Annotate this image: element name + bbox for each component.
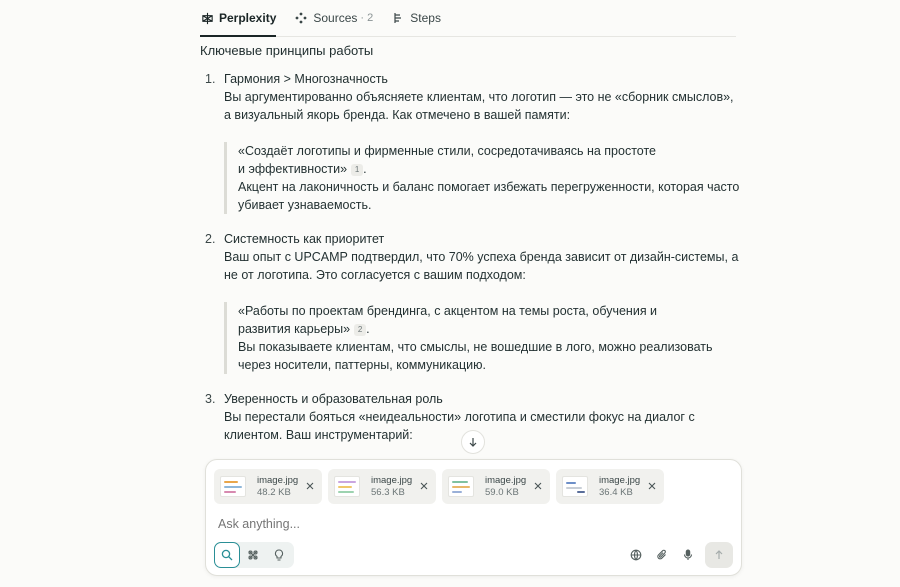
quote-line-end: и эффективности» 1 . xyxy=(238,162,367,176)
attachment-chip[interactable] xyxy=(214,469,322,504)
research-mode-button[interactable] xyxy=(240,542,266,568)
list-item xyxy=(200,70,740,214)
submit-button[interactable] xyxy=(705,542,733,568)
item-body: Вы перестали бояться «неидеальности» логотипа и сместили фокус на диалог с клиентом. Ваш инструментарий: xyxy=(224,410,695,442)
attachment-size: 48.2 KB xyxy=(257,486,291,498)
mode-selector xyxy=(214,542,294,568)
search-mode-button[interactable] xyxy=(214,542,240,568)
scroll-down-button[interactable] xyxy=(461,430,485,454)
quote-note: Акцент на лаконичность и баланс помогает избежать перегруженности, которая часто убивает узнаваемость. xyxy=(238,180,740,212)
attach-button[interactable] xyxy=(649,542,675,568)
remove-attachment-icon[interactable] xyxy=(303,479,317,493)
sources-icon xyxy=(294,11,308,25)
blockquote xyxy=(224,302,740,374)
ask-input[interactable] xyxy=(218,517,718,531)
image-thumbnail xyxy=(220,476,246,497)
item-body: Вы аргументированно объясняете клиентам, что логотип — это не «сборник смыслов», а визуальный якорь бренда. Как отмечено в вашей памяти: xyxy=(224,90,734,122)
quote-line-end: развития карьеры» 2 . xyxy=(238,322,370,336)
composer xyxy=(205,459,742,576)
sources-count: · 2 xyxy=(360,12,373,24)
globe-icon xyxy=(630,549,642,561)
composer-tools xyxy=(623,542,733,568)
section-heading: Ключевые принципы работы xyxy=(200,43,374,58)
tab-steps[interactable] xyxy=(391,0,441,36)
image-thumbnail xyxy=(334,476,360,497)
list-number: 2. xyxy=(205,232,216,246)
answer-tabs xyxy=(200,0,736,37)
lightbulb-icon xyxy=(273,549,285,561)
attachment-chip[interactable] xyxy=(328,469,436,504)
research-icon xyxy=(247,549,259,561)
attachment-size: 59.0 KB xyxy=(485,486,519,498)
steps-icon xyxy=(391,11,405,25)
dictation-button[interactable] xyxy=(675,542,701,568)
remove-attachment-icon[interactable] xyxy=(417,479,431,493)
remove-attachment-icon[interactable] xyxy=(531,479,545,493)
list-item xyxy=(200,230,740,374)
paperclip-icon xyxy=(656,549,668,561)
attachment-name: image.jpg xyxy=(485,474,527,486)
attachment-list xyxy=(214,469,664,504)
arrow-down-icon xyxy=(468,437,478,447)
quote-line: «Работы по проектам брендинга, с акцентом на темы роста, обучения и xyxy=(238,304,658,318)
remove-attachment-icon[interactable] xyxy=(645,479,659,493)
attachment-size: 36.4 KB xyxy=(599,486,633,498)
labs-mode-button[interactable] xyxy=(266,542,292,568)
citation-badge[interactable]: 2 xyxy=(354,324,366,336)
answer-content xyxy=(200,42,740,494)
tab-label: Perplexity xyxy=(219,11,277,25)
attachment-name: image.jpg xyxy=(599,474,641,486)
image-thumbnail xyxy=(562,476,588,497)
item-body: Ваш опыт с UPCAMP подтвердил, что 70% успеха бренда зависит от дизайн-системы, а не от логотипа. Это согласуется с вашим подходом: xyxy=(224,250,739,282)
perplexity-logo-icon xyxy=(200,11,214,25)
tab-sources[interactable] xyxy=(294,0,373,36)
source-focus-button[interactable] xyxy=(623,542,649,568)
citation-badge[interactable]: 1 xyxy=(351,164,363,176)
item-title: Уверенность и образовательная роль xyxy=(224,392,443,406)
quote-line: «Создаёт логотипы и фирменные стили, сосредотачиваясь на простоте xyxy=(238,144,656,158)
tab-perplexity[interactable] xyxy=(200,0,276,36)
item-title: Системность как приоритет xyxy=(224,232,385,246)
tab-label: Steps xyxy=(410,11,441,25)
attachment-name: image.jpg xyxy=(257,474,299,486)
arrow-up-icon xyxy=(714,550,724,560)
item-title: Гармония > Многозначность xyxy=(224,72,388,86)
attachment-chip[interactable] xyxy=(442,469,550,504)
list-number: 3. xyxy=(205,392,216,406)
attachment-name: image.jpg xyxy=(371,474,413,486)
list-number: 1. xyxy=(205,72,216,86)
image-thumbnail xyxy=(448,476,474,497)
search-icon xyxy=(221,549,233,561)
attachment-size: 56.3 KB xyxy=(371,486,405,498)
tab-label: Sources xyxy=(313,11,358,25)
attachment-chip[interactable] xyxy=(556,469,664,504)
microphone-icon xyxy=(682,549,694,561)
blockquote xyxy=(224,142,740,214)
quote-note: Вы показываете клиентам, что смыслы, не вошедшие в лого, можно реализовать через носители, паттерны, коммуникацию. xyxy=(238,340,713,372)
